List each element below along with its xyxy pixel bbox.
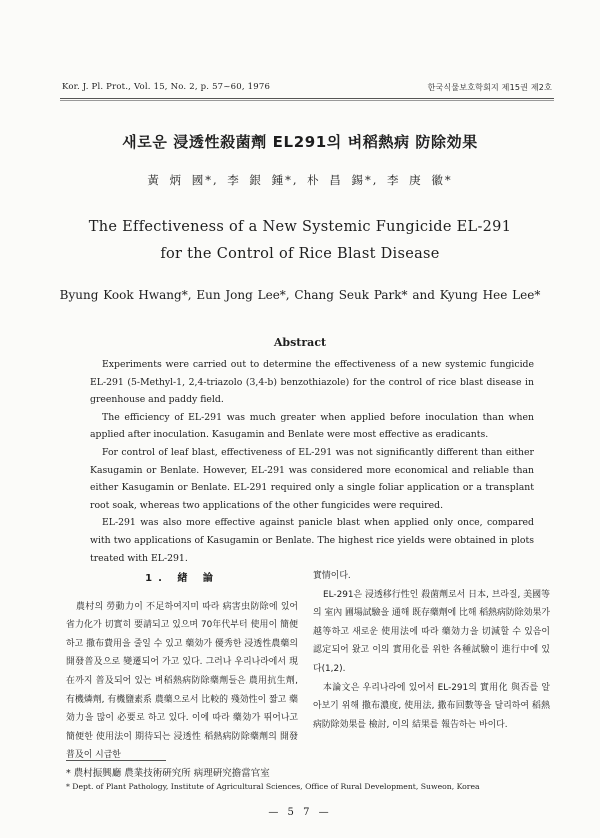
authors-korean: 黃 炳 國*, 李 銀 鍾*, 朴 昌 錫*, 李 庚 徽* (147, 173, 453, 187)
title-korean: 새로운 浸透性殺菌劑 EL291의 벼稻熱病 防除効果 (122, 133, 478, 151)
header-rule (60, 98, 554, 99)
body-paragraph: 農村의 勞動力이 不足하여지미 따라 病害虫防除에 있어 省力化가 切實히 要請되고 있으며 70年代부터 使用이 簡便하고 撒布費用을 줄일 수 있고 藥効가 優秀한 浸透性農藥의 開發普及으로 變遷되어 가고 있다. 그러나 우리나라에서 現在까지 普及되어 있는 벼稻熱病防除藥劑들은 農用抗生劑, 有機燐劑, 有機鹽素系 農藥으로서 比較的 殘効性이 짧고 藥効力을 많이 必要로 하고 있다. 이에 따라 藥効가 뛰어나고 簡便한 使用法이 期待되는 浸透性 稻熱病防除藥劑의 開發普及이 시급한 (66, 601, 298, 761)
authors-english: Byung Kook Hwang*, Eun Jong Lee*, Chang Seuk Park* and Kyung Hee Lee* (59, 288, 541, 302)
body-paragraph-continued: 實情이다. (313, 571, 351, 581)
footnote-rule (66, 760, 166, 761)
abstract-paragraph: Experiments were carried out to determine the effectiveness of a new systemic fungicide EL-291 (5-Methyl-1, 2,4-triazolo (3,4-b) benzothiazole) for the control of rice blast disease in greenhouse and paddy field. (90, 359, 534, 406)
title-english-line1: The Effectiveness of a New Systemic Fungicide EL-291 (88, 219, 512, 235)
abstract-paragraph: EL-291 was also more effective against panicle blast when applied only once, compared with two applications of Kasugamin or Benlate. The highest rice yields were obtained in plots treated with EL-291. (90, 517, 534, 564)
body-paragraph: EL-291은 浸透移行性인 殺菌劑로서 日本, 브라질, 美國等의 室內 圃場試驗을 通해 既存藥劑에 比해 稻熱病防除効果가 越等하고 새로운 使用法에 따라 藥効力을 切減할 수 있음이 認定되어 왔고 이의 實用化를 위한 各種試驗이 進行中에 있다(1,2). (313, 589, 550, 674)
abstract-paragraph: The efficiency of EL-291 was much greater when applied before inoculation than when applied after inoculation. Kasugamin and Benlate were most effective as eradicants. (90, 411, 534, 441)
section-heading-introduction: 1. 緖 論 (145, 573, 219, 584)
running-header (62, 82, 552, 98)
footnote-affiliation-english: * Dept. of Plant Pathology, Institute of Agricultural Sciences, Office of Rural Development, Suweon, Korea (66, 782, 480, 791)
abstract-paragraph: For control of leaf blast, effectiveness of EL-291 was not significantly different than either Kasugamin or Benlate. However, EL-291 was considered more economical and reliable than either Kasugamin or Benlate. EL-291 required only a single foliar application or a transplant root soak, whereas two applications of the other fungicides were required. (90, 446, 534, 511)
body-column-right (313, 567, 550, 734)
abstract-body (90, 356, 534, 567)
footnote-affiliation-korean: * 農村振興廳 農業技術硏究所 病理硏究擔當官室 (66, 768, 270, 779)
body-column-left (66, 570, 298, 765)
body-paragraph: 本論文은 우리나라에 있어서 EL-291의 實用化 與否를 알아보기 위해 撒布濃度, 使用法, 撒布回數等을 달리하여 稻熱病防除効果를 檢討, 이의 結果를 報告하는 바이다. (313, 682, 550, 730)
journal-citation: Kor. J. Pl. Prot., Vol. 15, No. 2, p. 57~60, 1976 (62, 82, 271, 92)
abstract-heading: Abstract (273, 336, 327, 349)
page-number: — 5 7 — (268, 807, 332, 818)
header-rule-thin (60, 100, 554, 101)
journal-name-kr: 한국식물보호학회지 제15권 제2호 (427, 83, 552, 92)
title-english-line2: for the Control of Rice Blast Disease (160, 246, 440, 262)
